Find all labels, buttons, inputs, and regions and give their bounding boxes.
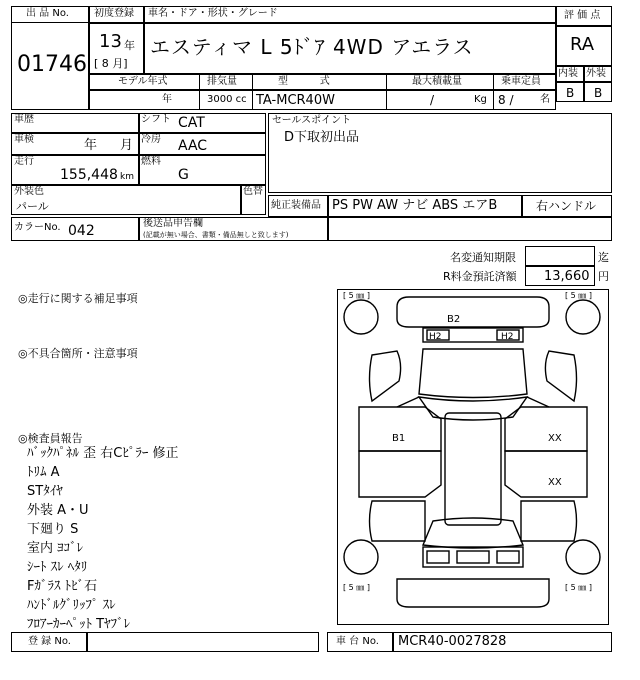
name-change-label: 名変通知期限 xyxy=(450,251,516,264)
shift-label: シフト xyxy=(141,114,171,125)
exterior-color-label: 外装色 xyxy=(14,186,44,197)
car-name-label: 車名・ドア・形状・グレード xyxy=(148,8,278,19)
mark-b1: B1 xyxy=(392,433,406,444)
model-year-unit: 年 xyxy=(162,94,172,105)
chassis-no: MCR40-0027828 xyxy=(398,634,507,649)
recycle-unit: 円 xyxy=(598,270,609,283)
color-no-label: カラーNo. xyxy=(14,222,61,233)
mileage: 155,448 xyxy=(60,167,118,183)
tire-rear-right-icon xyxy=(566,540,600,574)
capacity: 8 / xyxy=(498,93,514,107)
color-no: 042 xyxy=(68,223,95,239)
tire-rear-left-icon xyxy=(344,540,378,574)
max-load-value: / xyxy=(430,93,435,107)
rear-glass xyxy=(423,518,523,548)
tire-tr-label: [ 5 ㎜ ] xyxy=(565,291,592,300)
options-label: 純正装備品 xyxy=(271,200,321,211)
inspection-label: 車検 xyxy=(14,134,34,145)
windshield xyxy=(419,397,527,420)
reg-no-cell xyxy=(87,632,319,652)
defects-label: ◎不具合箇所・注意事項 xyxy=(18,347,138,360)
mark-xx2: XX xyxy=(548,477,562,488)
sales-point: D下取初出品 xyxy=(284,130,360,145)
lot-no: 01746 xyxy=(17,52,87,77)
inspection-year: 年 xyxy=(84,138,98,153)
inspector-line: ｼｰﾄ ｽﾚ ﾍﾀﾘ xyxy=(27,560,88,575)
car-name: エスティマ L 5ﾄﾞｱ 4WD アエラス xyxy=(150,35,474,59)
inspector-line: Fｶﾞﾗｽ ﾄﾋﾞ石 xyxy=(27,579,98,594)
model-type-label: 型 式 xyxy=(278,76,330,87)
color-change-label: 色替 xyxy=(243,186,263,197)
left-front-door xyxy=(359,407,441,451)
first-reg-label: 初度登録 xyxy=(94,8,134,19)
rear-lamp-right xyxy=(497,551,519,563)
recycle-value: 13,660 xyxy=(544,269,590,284)
inspection-month: 月 xyxy=(120,138,134,153)
ac: AAC xyxy=(178,138,208,154)
hood xyxy=(419,349,527,398)
history-label: 車歴 xyxy=(14,114,34,125)
interior-label: 内装 xyxy=(558,68,578,79)
right-front-door xyxy=(505,407,587,451)
options: PS PW AW ナビ ABS エアB xyxy=(332,198,498,213)
inspector-line: ﾌﾛｱｰｶｰﾍﾟｯﾄ Tﾔﾌﾞﾚ xyxy=(27,617,131,632)
inspector-lines xyxy=(27,447,178,637)
diagram-frame xyxy=(338,290,609,625)
tire-front-right-icon xyxy=(566,300,600,334)
lot-no-label: 出 品 No. xyxy=(26,8,69,19)
model-type: TA-MCR40W xyxy=(256,93,335,108)
name-change-unit: 迄 xyxy=(598,251,609,264)
rating-label: 評 価 点 xyxy=(564,10,601,21)
left-rear-door xyxy=(359,451,441,497)
first-reg-year: 13 xyxy=(99,31,122,52)
rear-right-fender xyxy=(521,501,577,541)
recycle-label: R料金預託済額 xyxy=(443,270,517,283)
right-rear-door xyxy=(505,451,587,497)
model-year-label: モデル年式 xyxy=(118,76,168,87)
inspector-line: ﾄﾘﾑ A xyxy=(27,465,60,480)
blank-cell xyxy=(328,217,612,241)
front-right-fender xyxy=(545,351,576,401)
mark-b2: B2 xyxy=(447,314,461,325)
fuel-label: 燃料 xyxy=(141,156,161,167)
mark-h2-right: H2 xyxy=(501,332,514,342)
rear-panel xyxy=(423,547,523,567)
car-damage-diagram xyxy=(337,289,609,625)
interior-grade: B xyxy=(566,86,575,100)
ac-label: 冷房 xyxy=(141,134,161,145)
mark-xx1: XX xyxy=(548,433,562,444)
displacement-label: 排気量 xyxy=(207,76,237,87)
inspector-line: 下廻り S xyxy=(27,522,79,537)
inspector-line: ﾊﾝﾄﾞﾙｸﾞﾘｯﾌﾟ ｽﾚ xyxy=(27,598,116,613)
mileage-label: 走行 xyxy=(14,156,34,167)
steering: 右ハンドル xyxy=(536,199,597,213)
driving-notes-label: ◎走行に関する補足事項 xyxy=(18,292,138,305)
exterior-label: 外装 xyxy=(586,68,606,79)
tire-tl-label: [ 5 ㎜ ] xyxy=(343,291,370,300)
inspector-line: 外装 A・U xyxy=(27,503,89,518)
front-left-fender xyxy=(370,351,401,401)
exterior-grade: B xyxy=(594,86,603,100)
license-plate xyxy=(457,551,489,563)
fuel: G xyxy=(178,167,189,183)
inspector-line: 室内 ﾖｺﾞﾚ xyxy=(27,541,84,556)
aftermarket-note: (記載が無い場合、書類・備品無しと致します) xyxy=(143,231,289,239)
first-reg-month: [ 8 月] xyxy=(94,57,128,70)
rating: RA xyxy=(570,34,595,55)
sales-point-label: セールスポイント xyxy=(272,115,352,126)
tire-front-left-icon xyxy=(344,300,378,334)
mark-h2-left: H2 xyxy=(429,332,442,342)
rear-bumper xyxy=(397,579,549,607)
displacement: 3000 cc xyxy=(207,94,247,105)
tire-br-label: [ 5 ㎜ ] xyxy=(565,583,592,592)
max-load-label: 最大積載量 xyxy=(412,76,462,87)
rear-lamp-left xyxy=(427,551,449,563)
exterior-color: パール xyxy=(16,200,49,213)
roof xyxy=(445,413,501,525)
max-load-unit: Kg xyxy=(474,94,487,105)
capacity-unit: 名 xyxy=(540,94,550,105)
aftermarket-label: 後送品申告欄 xyxy=(143,218,203,229)
capacity-label: 乗車定員 xyxy=(501,76,541,87)
mileage-unit: km xyxy=(120,172,134,182)
front-bumper xyxy=(397,297,549,327)
specs-col-divider xyxy=(199,74,200,110)
specs-col-divider xyxy=(252,74,253,110)
tire-bl-label: [ 5 ㎜ ] xyxy=(343,583,370,592)
rear-left-fender xyxy=(370,501,426,541)
name-change-cell xyxy=(525,246,595,266)
specs-col-divider xyxy=(493,74,494,110)
shift: CAT xyxy=(178,115,205,131)
specs-col-divider xyxy=(386,74,387,110)
inspector-line: ﾊﾞｯｸﾊﾟﾈﾙ 歪 右Cﾋﾟﾗｰ 修正 xyxy=(27,446,179,461)
first-reg-year-unit: 年 xyxy=(124,39,135,52)
inspector-line: STﾀｲﾔ xyxy=(27,484,63,499)
inspector-label: ◎検査員報告 xyxy=(18,432,83,445)
chassis-label: 車 台 No. xyxy=(336,636,379,647)
reg-no-label: 登 録 No. xyxy=(28,636,71,647)
